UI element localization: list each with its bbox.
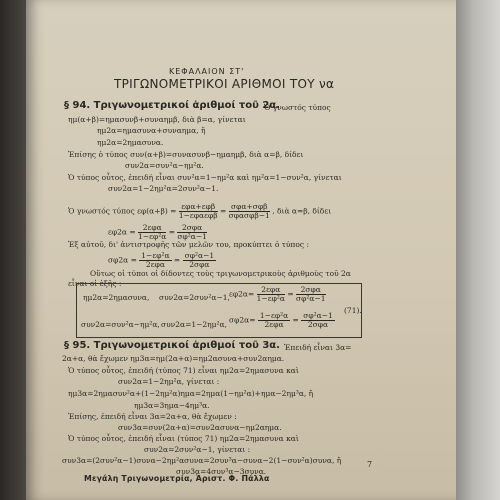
fraction-denominator: σφασφβ−1 xyxy=(228,211,270,220)
fraction-numerator: 1−εφ²α xyxy=(259,311,289,320)
cot2a-fraction-2 xyxy=(183,252,217,269)
s94-line: συν2α=συν²α−ημ²α. xyxy=(125,161,204,170)
box-cos2a-2: συν2α=συν²α−ημ²α, xyxy=(81,320,160,329)
s94-line: Ὁ γνωστός τύπος xyxy=(264,103,331,112)
s95-line: συν2α=1−2ημ²α, γίνεται : xyxy=(118,377,220,386)
box-tan-label: εφ2α= xyxy=(229,289,255,299)
fraction-numerator: 2εφα xyxy=(138,224,166,233)
fraction-numerator: 1−εφ²α xyxy=(141,251,170,260)
fraction-numerator: 2σφα xyxy=(296,286,326,295)
fraction-denominator: 2εφα xyxy=(264,320,284,329)
box-tan-fraction-1 xyxy=(257,286,285,303)
background-surface xyxy=(455,0,500,500)
chapter-label: ΚΕΦΑΛΑΙΟΝ ΣΤ' xyxy=(169,67,245,76)
s94-line: Ἐξ αὐτοῦ, δι' ἀντιστροφῆς τῶν μελῶν του, προκύπτει ὁ τύπος : xyxy=(68,240,309,249)
box-tan-fraction-2 xyxy=(296,286,326,303)
s95-line: Ὁ τύπος οὗτος, ἐπειδή εἶναι (τύπος 71) ημ2α=2ημασυνα καὶ xyxy=(68,434,299,443)
tan-sum-fraction xyxy=(179,203,218,220)
box-tan-equals: = xyxy=(287,289,294,299)
tan2a-formula: εφ2α = $\frac{\text{2εφα}}{\text{1−εφ²α}}$ = $\frac{\text{2σφα}}{\text{σφ²α−1}}$ xyxy=(108,223,207,241)
tan-sum-suffix: , διὰ α=β, δίδει xyxy=(272,206,332,216)
page-number: 7 xyxy=(367,460,373,469)
s95-line: συν3α=συν(2α+α)=συν2ασυνα−ημ2αημα. xyxy=(118,423,282,432)
cot-sum-fraction xyxy=(229,203,270,220)
box-cos2a-3: συν2α=1−2ημ²α, xyxy=(161,320,228,329)
book-footer: Μεγάλη Τριγωνομετρία, Ἀριστ. Φ. Πάλλα xyxy=(84,474,270,483)
fraction-numerator: σφ²α−1 xyxy=(303,311,333,320)
s94-line: Ὁ τύπος οὗτος, ἐπειδή εἶναι συν²α=1−ημ²α καὶ ημ²α=1−συν²α, γίνεται xyxy=(68,173,342,182)
s94-line: ημ(α+β)=ημασυνβ+συναημβ, διὰ β=α, γίνεται xyxy=(68,115,246,124)
cot2a-formula: σφ2α = $\frac{\text{1−εφ²α}}{\text{2εφα}}$ = $\frac{\text{σφ²α−1}}{\text{2σφα}}$ xyxy=(108,251,215,269)
tan2a-fraction-2 xyxy=(177,224,207,241)
tan2a-fraction-1 xyxy=(138,224,166,241)
fraction-denominator: 1−εφαεφβ xyxy=(178,211,218,220)
fraction-numerator: σφ²α−1 xyxy=(184,251,215,260)
s95-line: Ὁ τύπος οὗτος, ἐπειδή (τύπος 71) εἶναι ημ2α=2ημασυνα καὶ xyxy=(68,366,299,375)
fraction-numerator: εφα+εφβ xyxy=(179,203,218,212)
fraction-denominator: 2εφα xyxy=(145,260,165,269)
tan-sum-label: Ὁ γνωστός τύπος εφ(α+β) = xyxy=(68,206,177,216)
box-cot2a xyxy=(229,312,335,329)
s94-line: εἶναι οἱ ἑξῆς : xyxy=(68,279,122,288)
fraction-numerator: 2εφα xyxy=(257,286,285,295)
s95-line: Ἐπειδή εἶναι 3α= xyxy=(284,343,352,352)
s95-line: συν2α=2συν²α−1, γίνεται : xyxy=(144,445,251,454)
section-94-heading: § 94. Τριγωνομετρικοί ἀριθμοί τοῦ 2α. xyxy=(64,100,280,111)
box-cos2a-1: συν2α=2συν²α−1, xyxy=(159,293,230,302)
fraction-denominator: σφ²α−1 xyxy=(296,294,326,303)
s95-line: ημ3α=2ημασυν²α+(1−2ημ²α)ημα=2ημα(1−ημ²α)+ημα−2ημ³α, ἤ xyxy=(68,389,314,398)
s94-line: συν2α=1−2ημ²α=2συν²α−1. xyxy=(108,184,219,193)
fraction-denominator: σφ²α−1 xyxy=(177,232,207,241)
fraction-denominator: 2σφα xyxy=(189,260,210,269)
s95-line: συν3α=4συν³α−3συνα. xyxy=(176,467,267,476)
cot2a-label: σφ2α = xyxy=(108,255,137,265)
box-cot-label: σφ2α= xyxy=(229,315,256,325)
fraction-numerator: σφα+σφβ xyxy=(229,203,270,212)
s94-line: ημ2α=ημασυνα+συναημα, ἤ xyxy=(97,126,206,135)
s95-line: συν3α=(2συν²α−1)συνα−2ημ²ασυνα=2συν³α−συνα−2(1−συν²α)συνα, ἤ xyxy=(62,456,342,465)
fraction-denominator: 1−εφ²α xyxy=(256,294,285,303)
s95-line: 2α+α, θὰ ἔχωμεν ημ3α=ημ(2α+α)=ημ2ασυνα+συν2αημα. xyxy=(62,354,285,363)
fraction-denominator: 2σφα xyxy=(307,320,329,329)
s94-line: Ἐπίσης ὁ τύπος συν(α+β)=συνασυνβ−ημαημβ, διὰ α=β, δίδει xyxy=(68,150,304,159)
book-left-edge xyxy=(0,0,26,500)
formula-box xyxy=(76,283,362,338)
s95-line: ημ3α=3ημα−4ημ³α. xyxy=(134,401,210,410)
box-cot-fraction-1 xyxy=(258,312,290,329)
tan-sum-formula: Ὁ γνωστός τύπος εφ(α+β) = $\frac{\text{εφα+εφβ}}{\text{1−εφαεφβ}}$ = $\frac{\text{σφα+σφβ}}{\text{σφασφβ−1}}$ , διὰ α=β, δίδει xyxy=(68,202,332,220)
equation-number: (71). xyxy=(344,306,362,315)
box-cot-equals: = xyxy=(292,315,299,325)
s94-line: Οὕτως οἱ τύποι οἱ δίδοντες τοὺς τριγωνομετρικοὺς ἀριθμοὺς τοῦ 2α xyxy=(90,269,351,278)
s95-line: Ἐπίσης, ἐπειδή εἶναι 3α=2α+α, θὰ ἔχωμεν : xyxy=(68,412,237,421)
cot2a-fraction-1 xyxy=(139,252,171,269)
chapter-title: ΤΡΙΓΩΝΟΜΕΤΡΙΚΟΙ ΑΡΙΘΜΟΙ ΤΟΥ να xyxy=(114,77,335,91)
book-page xyxy=(26,0,456,500)
fraction-numerator: 2σφα xyxy=(177,224,207,233)
s94-line: ημ2α=2ημασυνα. xyxy=(97,138,164,147)
tan2a-label: εφ2α = xyxy=(108,227,136,237)
box-tan2a xyxy=(229,286,326,303)
fraction-denominator: 1−εφ²α xyxy=(138,232,167,241)
box-sin2a: ημ2α=2ημασυνα, xyxy=(83,293,150,302)
section-95-heading: § 95. Τριγωνομετρικοί ἀριθμοί τοῦ 3α. xyxy=(64,340,280,351)
box-cot-fraction-2 xyxy=(301,312,335,329)
